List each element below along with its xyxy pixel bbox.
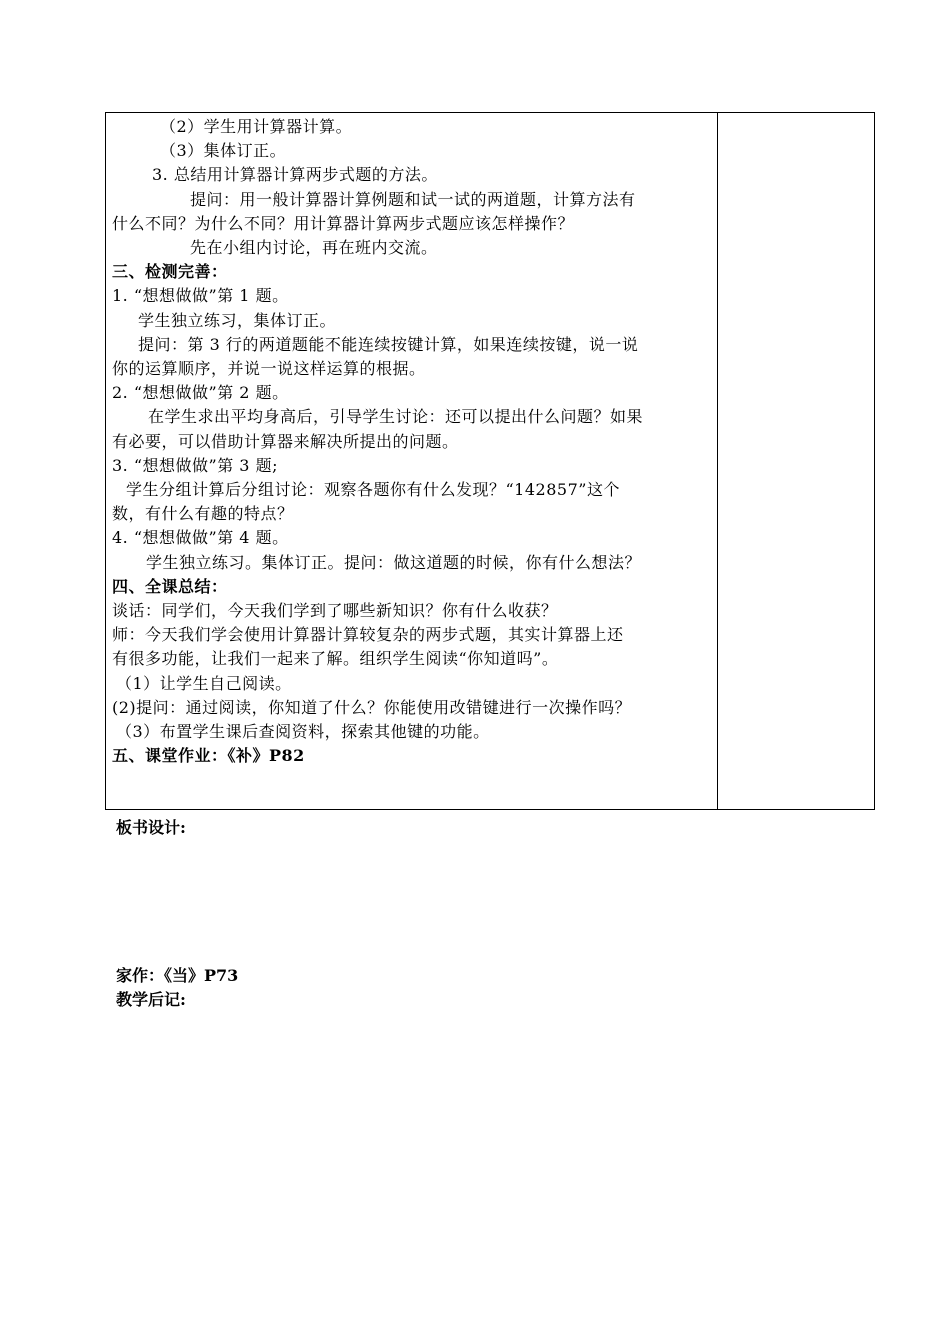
board-design-label: 板书设计: [116,818,186,837]
text-line: 有必要，可以借助计算器来解决所提出的问题。 [112,431,459,451]
text-line: 3. 总结用计算器计算两步式题的方法。 [152,165,438,185]
text-line: 3. “想想做做”第 3 题; [112,455,278,475]
text-line: 提问：用一般计算器计算例题和试一试的两道题，计算方法有 [190,189,636,209]
section-heading: 五、课堂作业：《补》P82 [112,746,305,766]
text-line: 2. “想想做做”第 2 题。 [112,383,289,403]
text-line: 在学生求出平均身高后，引导学生讨论：还可以提出什么问题？如果 [148,407,644,427]
section-heading: 四、全课总结： [112,576,228,596]
text-line: 学生分组计算后分组讨论：观察各题你有什么发现？“142857”这个 [126,480,620,500]
text-line: 你的运算顺序，并说一说这样运算的根据。 [112,359,426,379]
text-line: 数，有什么有趣的特点？ [112,504,294,524]
text-line: 谈话：同学们，今天我们学到了哪些新知识？你有什么收获？ [112,601,558,621]
homework-label: 家作：《当》P73 [116,966,239,985]
text-line: 有很多功能，让我们一起来了解。组织学生阅读“你知道吗”。 [112,649,559,669]
text-line: 学生独立练习，集体订正。 [138,310,337,330]
text-line: 先在小组内讨论，再在班内交流。 [190,238,438,258]
text-line: （1）让学生自己阅读。 [116,673,292,693]
text-line: (2)提问：通过阅读，你知道了什么？你能使用改错键进行一次操作吗？ [112,697,632,717]
text-line: 4. “想想做做”第 4 题。 [112,528,289,548]
text-line: 什么不同？为什么不同？用计算器计算两步式题应该怎样操作？ [112,213,575,233]
text-line: （3）布置学生课后查阅资料，探索其他键的功能。 [116,722,490,742]
lesson-table [105,112,875,810]
text-line: （2）学生用计算器计算。 [160,117,353,136]
text-line: 学生独立练习。集体订正。提问：做这道题的时候，你有什么想法？ [146,552,642,572]
text-line: 提问：第 3 行的两道题能不能连续按键计算，如果连续按键，说一说 [138,334,639,354]
reflection-label: 教学后记: [116,990,186,1009]
text-line: 1. “想想做做”第 1 题。 [112,286,289,306]
text-line: 师：今天我们学会使用计算器计算较复杂的两步式题，其实计算器上还 [112,625,624,645]
lesson-content-cell [112,115,712,768]
text-line: （3）集体订正。 [160,141,287,161]
notes-cell [718,113,874,809]
section-heading: 三、检测完善： [112,262,228,282]
